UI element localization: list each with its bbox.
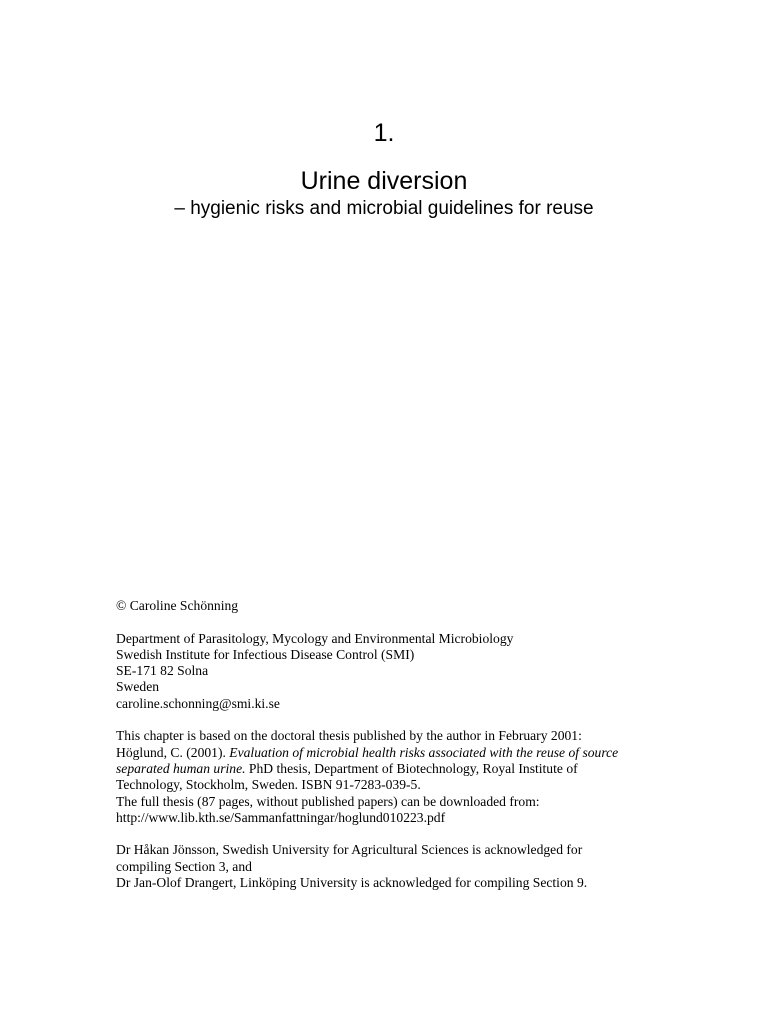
author-email: caroline.schonning@smi.ki.se [116, 695, 280, 711]
citation-title-part-2: separated human urine. [116, 760, 246, 776]
citation-rest-part-1: PhD thesis, Department of Biotechnology, Royal Institute of [248, 760, 578, 776]
affiliation-country: Sweden [116, 679, 160, 695]
affiliation-institute: Swedish Institute for Infectious Disease Control (SMI) [116, 646, 415, 662]
spacer [116, 712, 656, 728]
front-matter [116, 598, 656, 891]
copyright-notice: © Caroline Schönning [116, 598, 239, 613]
thesis-intro: This chapter is based on the doctoral thesis published by the author in February 2001: [116, 728, 582, 744]
acknowledgement-line-3: Dr Jan-Olof Drangert, Linköping University is acknowledged for compiling Section 9. [116, 875, 588, 891]
citation-author: Höglund, C. (2001). [116, 744, 226, 760]
spacer [116, 826, 656, 842]
chapter-number: 1. [373, 119, 395, 147]
thesis-download-text: The full thesis (87 pages, without published papers) can be downloaded from: [116, 793, 540, 809]
citation-title-part-1: Evaluation of microbial health risks associated with the reuse of source [229, 744, 619, 760]
chapter-title: Urine diversion [300, 167, 468, 195]
affiliation-postal: SE-171 82 Solna [116, 663, 209, 679]
thesis-citation-line-2 [116, 761, 656, 777]
thesis-download-url: http://www.lib.kth.se/Sammanfattningar/hoglund010223.pdf [116, 809, 446, 825]
acknowledgement-line-2: compiling Section 3, and [116, 858, 252, 874]
affiliation-department: Department of Parasitology, Mycology and Environmental Microbiology [116, 630, 514, 646]
chapter-subtitle: – hygienic risks and microbial guidelines for reuse [174, 198, 594, 219]
spacer [116, 614, 656, 630]
thesis-citation-line-3: Technology, Stockholm, Sweden. ISBN 91-7283-039-5. [116, 777, 421, 793]
thesis-citation-line-1 [116, 745, 656, 761]
acknowledgement-line-1: Dr Håkan Jönsson, Swedish University for Agricultural Sciences is acknowledged for [116, 842, 583, 858]
